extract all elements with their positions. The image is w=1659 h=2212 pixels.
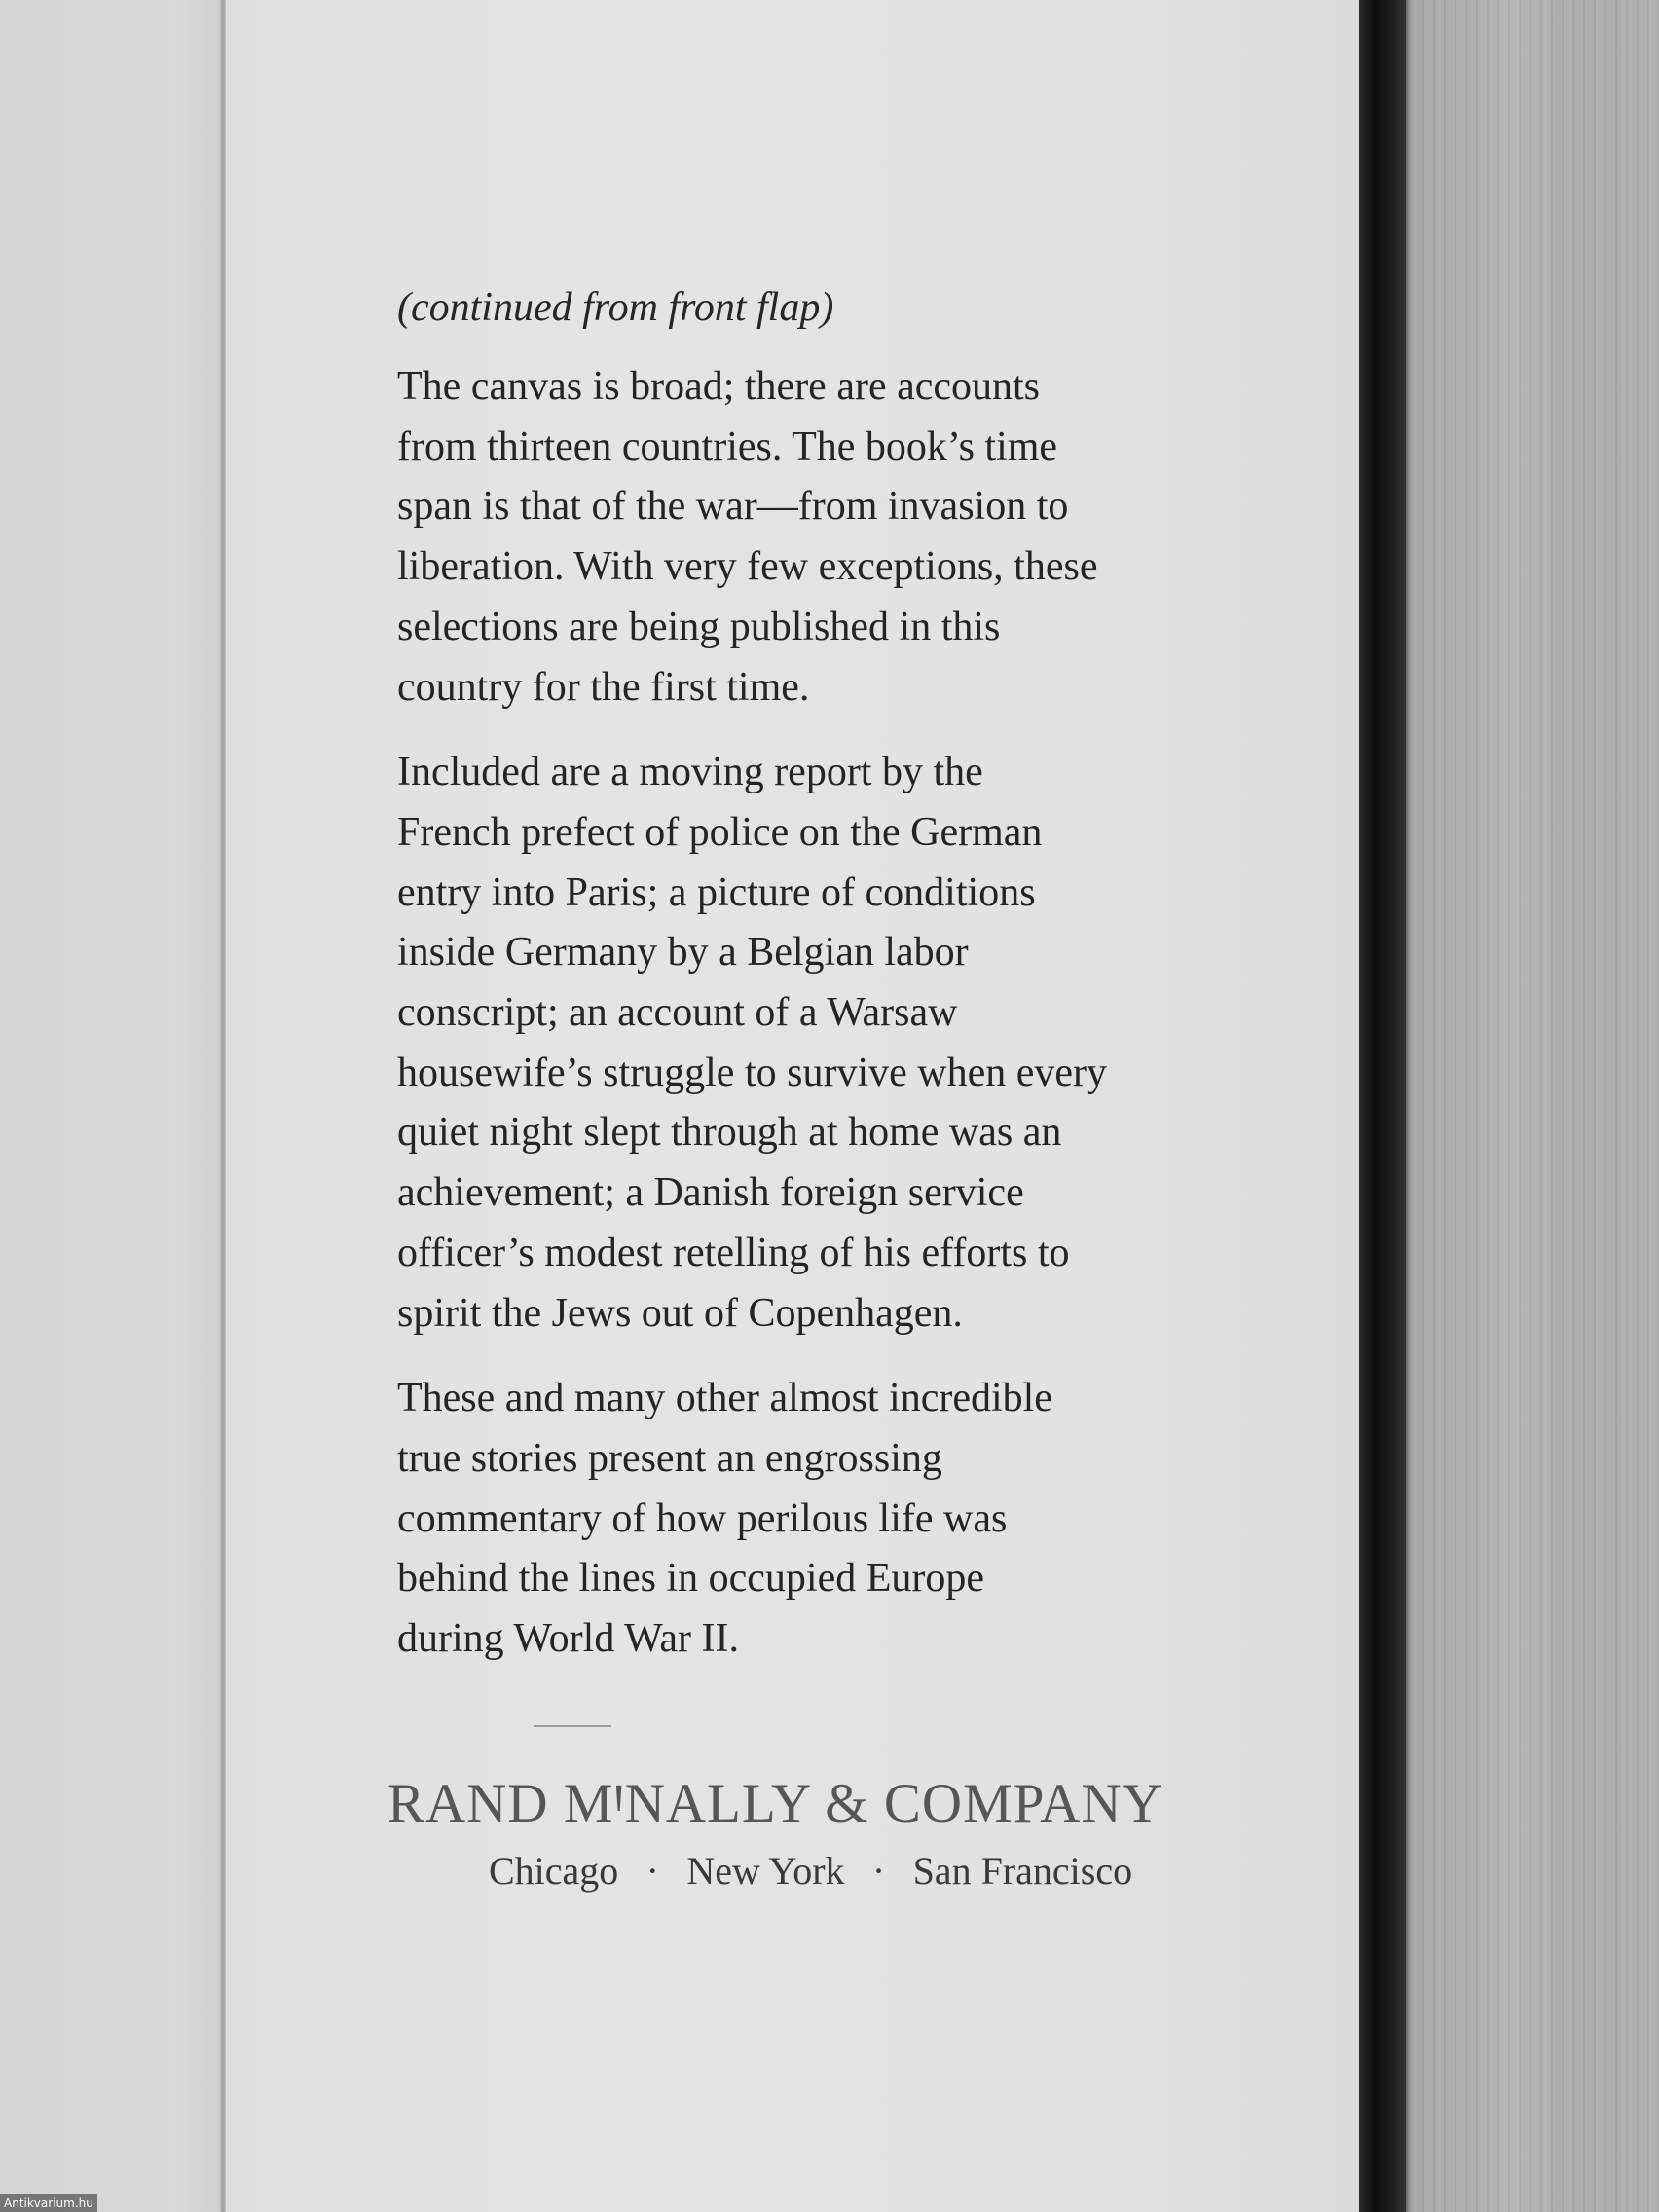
continued-note: (continued from front flap): [397, 285, 834, 330]
text-line: quiet night slept through at home was an: [397, 1110, 1062, 1156]
paragraph-1: [397, 357, 1303, 718]
text-line: spirit the Jews out of Copenhagen.: [397, 1290, 963, 1336]
text-line: inside Germany by a Belgian labor: [397, 930, 969, 976]
separator-dot: ·: [645, 1849, 659, 1893]
back-cover-panel: [0, 0, 226, 2212]
text-line: Included are a moving report by the: [397, 750, 983, 795]
city-new-york: New York: [686, 1849, 845, 1893]
text-line: achievement; a Danish foreign service: [397, 1170, 1024, 1216]
text-line: true stories present an engrossing: [397, 1435, 942, 1481]
text-line: French prefect of police on the German: [397, 809, 1043, 855]
text-line: country for the first time.: [397, 664, 810, 710]
text-line: from thirteen countries. The book’s time: [397, 424, 1058, 469]
text-line: The canvas is broad; there are accounts: [397, 364, 1041, 409]
pencil-mark: [534, 1725, 611, 1727]
wood-surface: [1412, 0, 1659, 2212]
text-line: selections are being published in this: [397, 604, 1001, 649]
flap-text: [397, 277, 1303, 1695]
text-line: officer’s modest retelling of his efforts to: [397, 1230, 1070, 1275]
text-line: liberation. With very few exceptions, these: [397, 544, 1098, 590]
city-chicago: Chicago: [489, 1849, 619, 1893]
book-spine: [1359, 0, 1410, 2212]
text-line: during World War II.: [397, 1616, 739, 1662]
publisher-imprint: [387, 1772, 1303, 1899]
text-line: commentary of how perilous life was: [397, 1495, 1008, 1541]
separator-dot: ·: [871, 1849, 886, 1893]
site-watermark: Antikvarium.hu: [0, 2194, 97, 2212]
text-line: entry into Paris; a picture of conditions: [397, 869, 1036, 915]
text-line: conscript; an account of a Warsaw: [397, 990, 958, 1036]
publisher-name: RAND MꞋNALLY & COMPANY: [387, 1773, 1163, 1834]
text-line: These and many other almost incredible: [397, 1376, 1052, 1421]
city-san-francisco: San Francisco: [912, 1849, 1133, 1893]
paragraph-2: [397, 743, 1303, 1344]
text-line: span is that of the war—from invasion to: [397, 484, 1069, 530]
paragraph-3: [397, 1369, 1303, 1670]
publisher-cities: [387, 1844, 1303, 1899]
text-line: behind the lines in occupied Europe: [397, 1556, 984, 1602]
text-line: housewife’s struggle to survive when every: [397, 1050, 1107, 1095]
